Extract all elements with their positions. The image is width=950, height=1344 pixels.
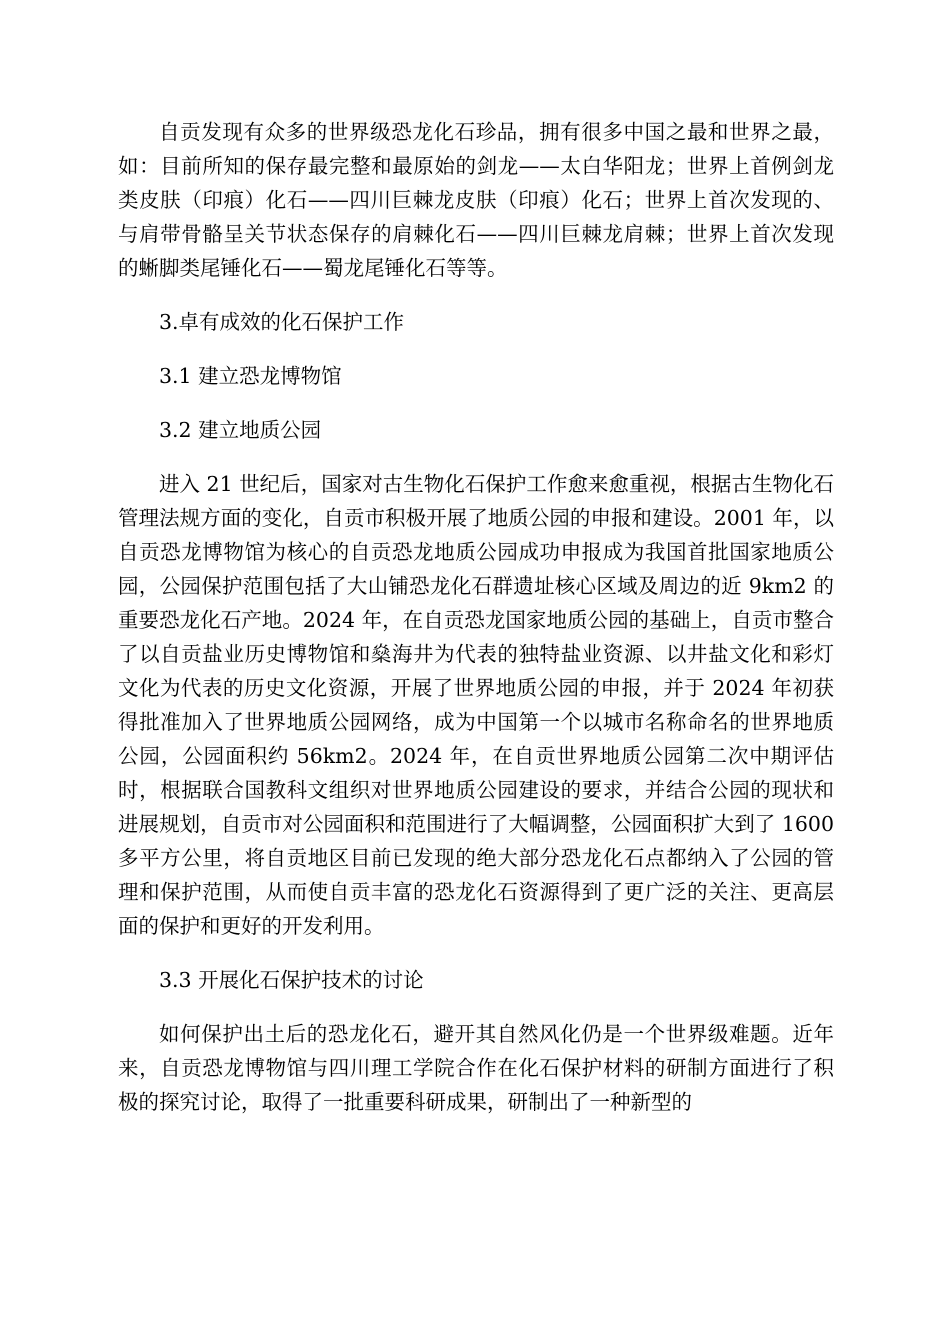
document-page [118,115,834,1119]
subsection-heading-geopark: 3.2 建立地质公园 [159,418,322,442]
paragraph-protection-technology: 如何保护出土后的恐龙化石，避开其自然风化仍是一个世界级难题。近年来，自贡恐龙博物馆与四川理工学院合作在化石保护材料的研制方面进行了积极的探究讨论，取得了一批重要科研成果，研制出了一种新型的 [118,1022,834,1114]
subsection-heading-museum: 3.1 建立恐龙博物馆 [159,364,342,388]
paragraph-geopark: 进入 21 世纪后，国家对古生物化石保护工作愈来愈重视，根据古生物化石管理法规方面的变化，自贡市积极开展了地质公园的申报和建设。2001 年，以自贡恐龙博物馆为核心的自贡恐龙地质公园成功申报成为我国首批国家地质公园，公园保护范围包括了大山铺恐龙化石群遗址核心区域及周边的近 9km2 的重要恐龙化石产地。2024 年，在自贡恐龙国家地质公园的基础上，自贡市整合了以自贡盐业历史博物馆和燊海井为代表的独特盐业资源、以井盐文化和彩灯文化为代表的历史文化资源，开展了世界地质公园的申报，并于 2024 年初获得批准加入了世界地质公园网络，成为中国第一个以城市名称命名的世界地质公园，公园面积约 56km2。2024 年，在自贡世界地质公园第二次中期评估时，根据联合国教科文组织对世界地质公园建设的要求，并结合公园的现状和进展规划，自贡市对公园面积和范围进行了大幅调整，公园面积扩大到了 1600 多平方公里，将自贡地区目前已发现的绝大部分恐龙化石点都纳入了公园的管理和保护范围，从而使自贡丰富的恐龙化石资源得到了更广泛的关注、更高层面的保护和更好的开发利用。 [118,472,834,938]
section-heading-fossil-protection: 3.卓有成效的化石保护工作 [159,310,405,334]
subsection-heading-protection-technology: 3.3 开展化石保护技术的讨论 [159,968,424,992]
paragraph-dinosaur-treasures: 自贡发现有众多的世界级恐龙化石珍品，拥有很多中国之最和世界之最，如：目前所知的保存最完整和最原始的剑龙——太白华阳龙；世界上首例剑龙类皮肤（印痕）化石——四川巨棘龙皮肤（印痕）化石；世界上首次发现的、与肩带骨骼呈关节状态保存的肩棘化石——四川巨棘龙肩棘；世界上首次发现的蜥脚类尾锤化石——蜀龙尾锤化石等等。 [118,120,834,280]
